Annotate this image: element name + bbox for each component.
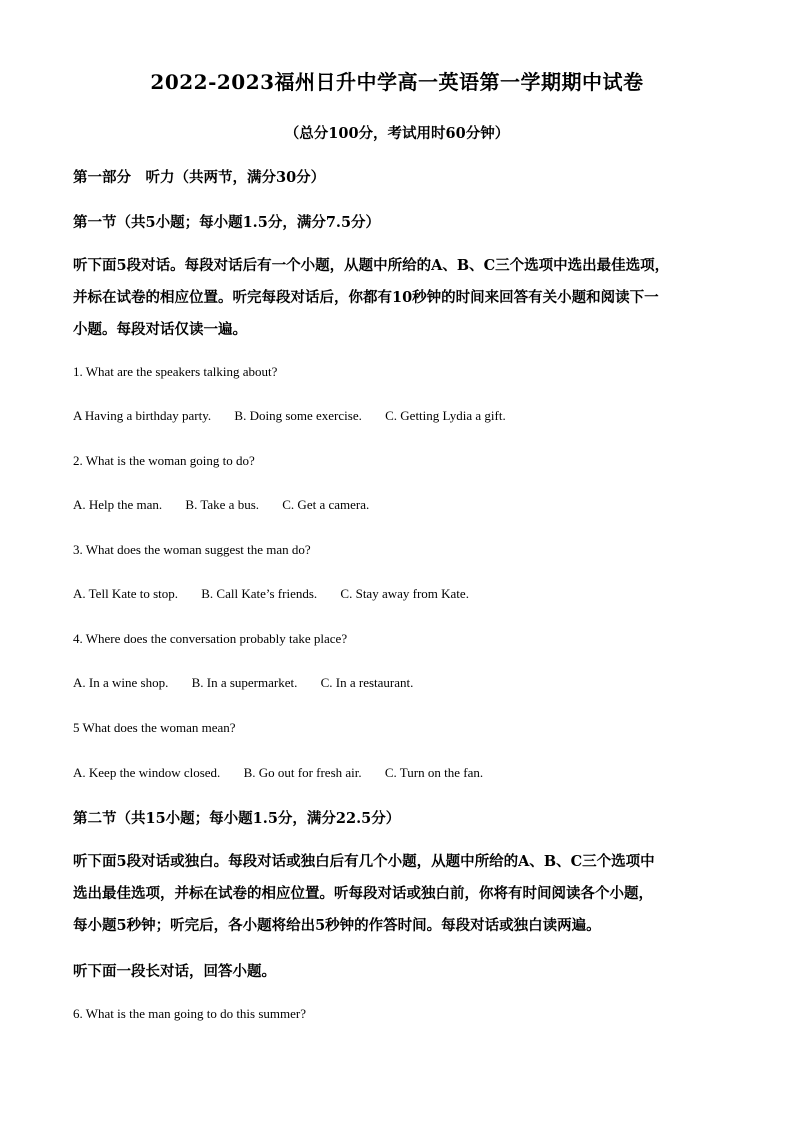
option-a: A. Tell Kate to stop. [73, 586, 179, 601]
page-title: 2022-2023福州日升中学高一英语第一学期期中试卷 [150, 70, 644, 94]
option-b: B. Call Kate’s friends. [201, 586, 318, 601]
question-1: 1. What are the speakers talking about? [73, 364, 278, 379]
instruction-line: 听下面5段对话或独白。每段对话或独白后有几个小题，从题中所给的A、B、C三个选项中 [73, 853, 655, 870]
option-b: B. Go out for fresh air. [243, 765, 362, 780]
option-c: C. Turn on the fan. [384, 765, 484, 780]
instruction-line: 选出最佳选项，并标在试卷的相应位置。听每段对话或独白前，你将有时间阅读各个小题， [73, 885, 653, 902]
instruction-line: 小题。每段对话仅读一遍。 [73, 321, 247, 338]
question-4: 4. Where does the conversation probably take place? [73, 631, 348, 646]
question-3-options [73, 586, 489, 602]
question-6: 6. What is the man going to do this summer? [73, 1006, 307, 1021]
option-b: B. In a supermarket. [191, 675, 298, 690]
exam-info: （总分100分，考试用时60分钟） [284, 125, 510, 142]
option-a: A. In a wine shop. [73, 675, 169, 690]
instruction-line: 听下面5段对话。每段对话后有一个小题，从题中所给的A、B、C三个选项中选出最佳选项， [73, 257, 670, 274]
question-2-options [73, 497, 389, 513]
option-c: C. In a restaurant. [320, 675, 414, 690]
option-c: C. Stay away from Kate. [340, 586, 469, 601]
option-c: C. Getting Lydia a gift. [385, 408, 506, 423]
option-b: B. Take a bus. [185, 497, 260, 512]
question-3: 3. What does the woman suggest the man do? [73, 542, 311, 557]
question-5: 5 What does the woman mean? [73, 720, 236, 735]
section2-heading: 第二节（共15小题；每小题1.5分，满分22.5分） [73, 810, 401, 827]
section2-instructions [73, 846, 728, 942]
option-a: A. Keep the window closed. [73, 765, 221, 780]
section1-heading: 第一节（共5小题；每小题1.5分，满分7.5分） [73, 214, 381, 231]
instruction-line: 并标在试卷的相应位置。听完每段对话后，你都有10秒钟的时间来回答有关小题和阅读下一 [73, 289, 659, 306]
option-a: A Having a birthday party. [73, 408, 212, 423]
question-4-options [73, 675, 433, 691]
part1-heading: 第一部分 听力（共两节，满分30分） [73, 169, 326, 186]
option-b: B. Doing some exercise. [234, 408, 362, 423]
instruction-line: 每小题5秒钟；听完后，各小题将给出5秒钟的作答时间。每段对话或独白读两遍。 [73, 917, 601, 934]
question-2: 2. What is the woman going to do? [73, 453, 255, 468]
section1-instructions [73, 250, 728, 346]
question-1-options [73, 408, 526, 424]
dialog-intro: 听下面一段长对话，回答小题。 [73, 963, 276, 980]
option-a: A. Help the man. [73, 497, 163, 512]
option-c: C. Get a camera. [282, 497, 370, 512]
question-5-options [73, 765, 503, 781]
